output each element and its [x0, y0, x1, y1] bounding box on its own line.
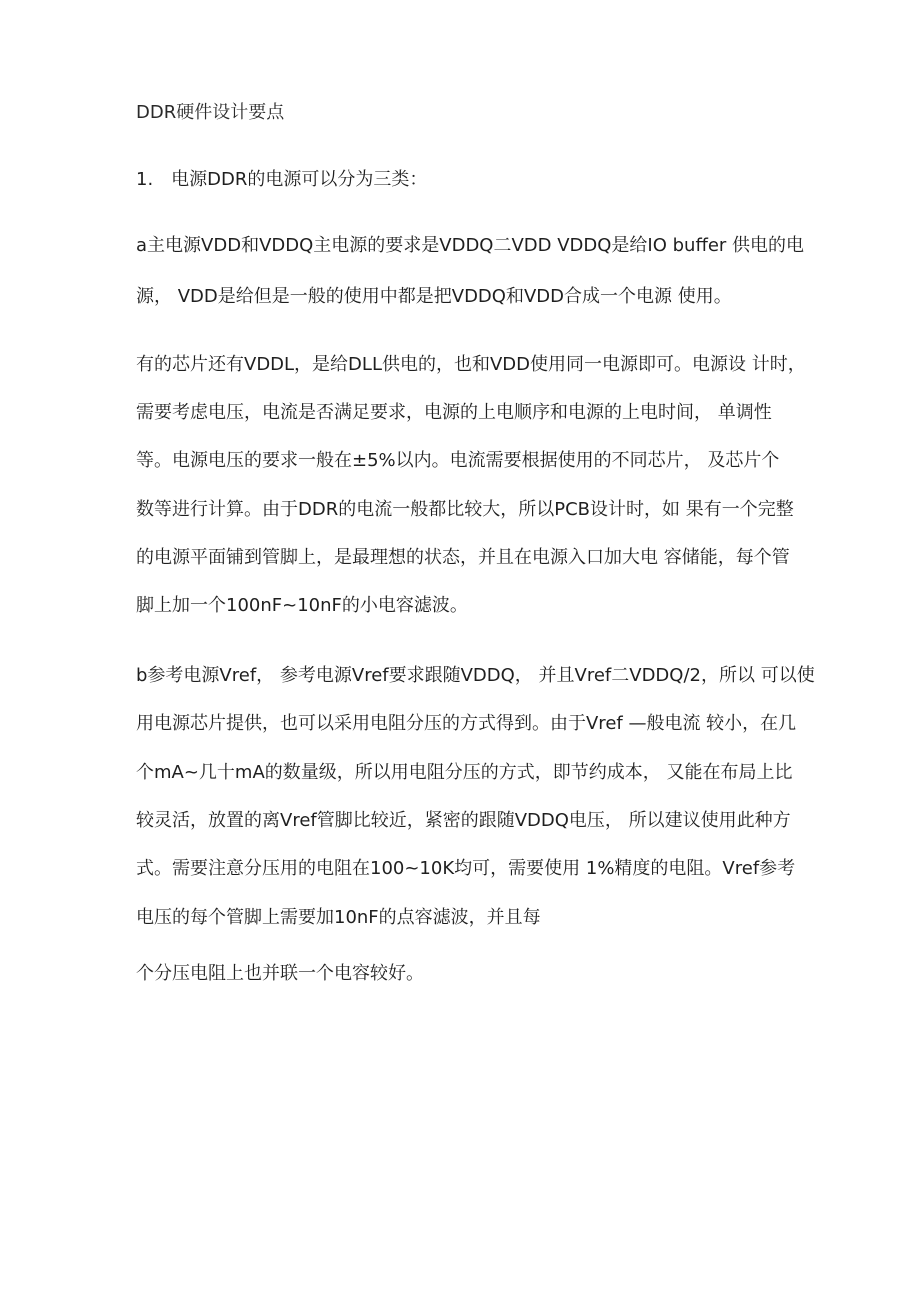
para-chip-line-4: 数等进行计算。由于DDR的电流一般都比较大，所以PCB设计时，如 果有一个完整	[136, 499, 794, 520]
para-b-line-5: 式。需要注意分压用的电阻在100~10K均可，需要使用 1%精度的电阻。Vref参考	[136, 858, 796, 879]
para-b-line-3: 个mA~几十mA的数量级，所以用电阻分压的方式，即节约成本， 又能在布局上比	[136, 762, 793, 783]
para-b-line-6: 电压的每个管脚上需要加10nF的点容滤波，并且每	[136, 907, 541, 928]
para-chip-line-6: 脚上加一个100nF~10nF的小电容滤波。	[136, 595, 468, 616]
section-heading-power: 1. 电源DDR的电源可以分为三类：	[136, 169, 428, 190]
para-chip-line-3: 等。电源电压的要求一般在±5%以内。电流需要根据使用的不同芯片， 及芯片个	[136, 450, 780, 471]
para-chip-line-1: 有的芯片还有VDDL，是给DLL供电的，也和VDD使用同一电源即可。电源设 计时，	[136, 354, 806, 375]
para-b-line-4: 较灵活，放置的离Vref管脚比较近，紧密的跟随VDDQ电压， 所以建议使用此种方	[136, 810, 791, 831]
para-b-line-7: 个分压电阻上也并联一个电容较好。	[136, 963, 424, 984]
para-a-line-2: 源， VDD是给但是一般的使用中都是把VDDQ和VDD合成一个电源 使用。	[136, 286, 732, 307]
para-chip-line-2: 需要考虑电压，电流是否满足要求，电源的上电顺序和电源的上电时间， 单调性	[136, 402, 772, 423]
para-b-line-2: 用电源芯片提供，也可以采用电阻分压的方式得到。由于Vref —般电流 较小，在几	[136, 713, 797, 734]
para-b-line-1: b参考电源Vref， 参考电源Vref要求跟随VDDQ， 并且Vref二VDDQ/2，所以 可以使	[136, 665, 815, 686]
para-chip-line-5: 的电源平面铺到管脚上，是最理想的状态，并且在电源入口加大电 容储能，每个管	[136, 547, 790, 568]
document-title: DDR硬件设计要点	[136, 102, 285, 123]
para-a-line-1: a主电源VDD和VDDQ主电源的要求是VDDQ二VDD VDDQ是给IO buffer 供电的电	[136, 235, 805, 256]
